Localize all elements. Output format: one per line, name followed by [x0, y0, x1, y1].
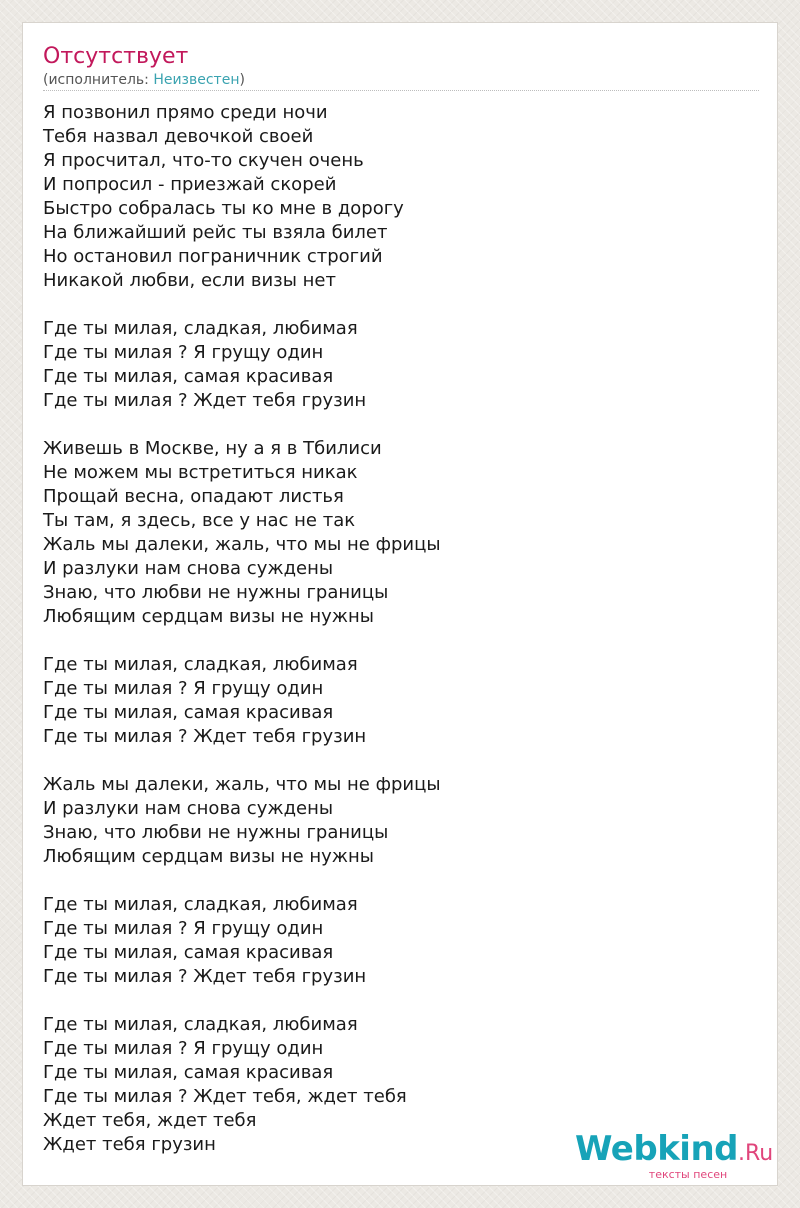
- lyrics-line: Где ты милая, самая красивая: [43, 702, 334, 723]
- lyrics-line: Где ты милая ? Ждет тебя грузин: [43, 966, 367, 987]
- performer-prefix: (исполнитель:: [43, 72, 154, 88]
- performer-line: [43, 71, 245, 89]
- lyrics-line: Где ты милая, сладкая, любимая: [43, 894, 358, 915]
- lyrics-line: Где ты милая ? Я грущу один: [43, 918, 324, 939]
- lyrics-line: Жаль мы далеки, жаль, что мы не фрицы: [43, 774, 441, 795]
- lyrics-line: И попросил - приезжай скорей: [43, 174, 337, 195]
- lyrics-line: Я просчитал, что-то скучен очень: [43, 150, 364, 171]
- lyrics-line: Живешь в Москве, ну а я в Тбилиси: [43, 438, 382, 459]
- lyrics-line: Где ты милая, самая красивая: [43, 366, 334, 387]
- lyrics-stanza-verse-1: [43, 101, 759, 293]
- lyrics-line: Ждет тебя, ждет тебя: [43, 1110, 257, 1131]
- lyrics-line: И разлуки нам снова суждены: [43, 558, 334, 579]
- lyrics-card: [22, 22, 778, 1186]
- lyrics-line: Где ты милая ? Ждет тебя грузин: [43, 390, 367, 411]
- lyrics-line: Любящим сердцам визы не нужны: [43, 606, 374, 627]
- lyrics-line: Где ты милая ? Я грущу один: [43, 342, 324, 363]
- lyrics-stanza-chorus-3: [43, 893, 759, 989]
- lyrics-body: [43, 101, 759, 1181]
- song-title: Отсутствует: [43, 44, 189, 69]
- lyrics-stanza-chorus-2: [43, 653, 759, 749]
- lyrics-line: Я позвонил прямо среди ночи: [43, 102, 328, 123]
- lyrics-line: И разлуки нам снова суждены: [43, 798, 334, 819]
- lyrics-line: Где ты милая ? Ждет тебя, ждет тебя: [43, 1086, 407, 1107]
- lyrics-line: Где ты милая, самая красивая: [43, 942, 334, 963]
- lyrics-stanza-bridge: [43, 773, 759, 869]
- lyrics-line: Где ты милая, сладкая, любимая: [43, 318, 358, 339]
- lyrics-stanza-verse-2: [43, 437, 759, 629]
- lyrics-line: Знаю, что любви не нужны границы: [43, 822, 389, 843]
- site-logo: [575, 1129, 774, 1181]
- lyrics-line: Где ты милая, самая красивая: [43, 1062, 334, 1083]
- lyrics-line: Ждет тебя грузин: [43, 1134, 216, 1155]
- lyrics-line: Прощай весна, опадают листья: [43, 486, 344, 507]
- lyrics-line: На ближайший рейс ты взяла билет: [43, 222, 388, 243]
- lyrics-line: Где ты милая, сладкая, любимая: [43, 654, 358, 675]
- site-logo-tld: .Ru: [738, 1141, 774, 1166]
- title-divider: [43, 90, 759, 91]
- site-logo-wordmark: [575, 1129, 774, 1173]
- lyrics-line: Но остановил пограничник строгий: [43, 246, 383, 267]
- lyrics-line: Где ты милая ? Ждет тебя грузин: [43, 726, 367, 747]
- performer-suffix: ): [239, 72, 245, 88]
- lyrics-line: Ты там, я здесь, все у нас не так: [43, 510, 356, 531]
- site-logo-tagline: тексты песен: [648, 1168, 728, 1181]
- lyrics-line: Не можем мы встретиться никак: [43, 462, 358, 483]
- lyrics-line: Где ты милая, сладкая, любимая: [43, 1014, 358, 1035]
- lyrics-line: Никакой любви, если визы нет: [43, 270, 336, 291]
- lyrics-line: Быстро собралась ты ко мне в дорогу: [43, 198, 404, 219]
- site-logo-brand: Webkind: [575, 1129, 738, 1169]
- lyrics-line: Любящим сердцам визы не нужны: [43, 846, 374, 867]
- lyrics-stanza-chorus-1: [43, 317, 759, 413]
- lyrics-line: Жаль мы далеки, жаль, что мы не фрицы: [43, 534, 441, 555]
- lyrics-line: Где ты милая ? Я грущу один: [43, 1038, 324, 1059]
- lyrics-line: Тебя назвал девочкой своей: [43, 126, 314, 147]
- lyrics-line: Знаю, что любви не нужны границы: [43, 582, 389, 603]
- lyrics-line: Где ты милая ? Я грущу один: [43, 678, 324, 699]
- performer-link[interactable]: Неизвестен: [153, 72, 240, 88]
